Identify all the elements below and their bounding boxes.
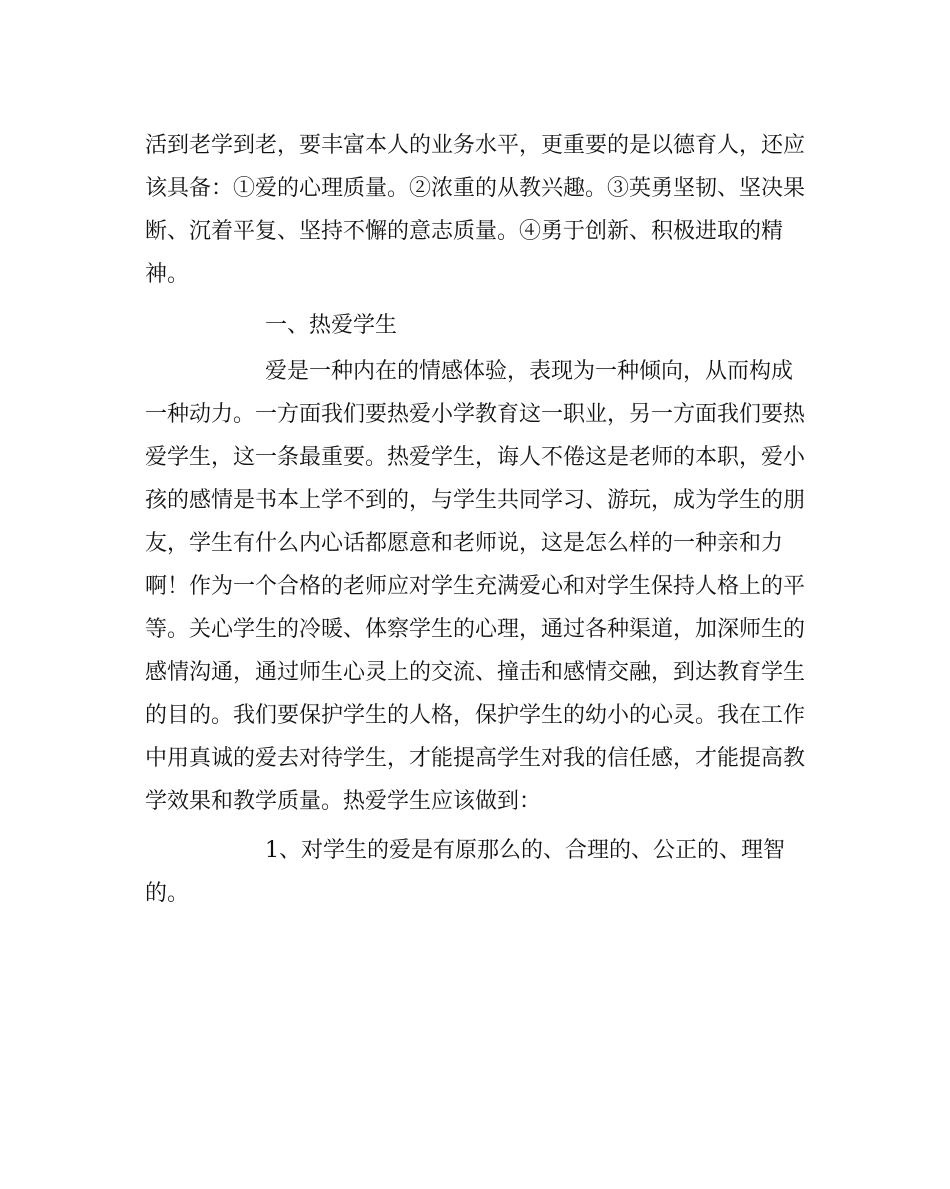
text-line: 活到老学到老，要丰富本人的业务水平，更重要的是以德育人，还应 xyxy=(145,133,806,158)
text-line: 孩的感情是书本上学不到的，与学生共同学习、游玩，成为学生的朋 xyxy=(145,488,806,513)
text-line: 1、对学生的爱是有原那么的、合理的、公正的、理智 xyxy=(265,838,785,863)
text-line: 友，学生有什么内心话都愿意和老师说，这是怎么样的一种亲和力 xyxy=(145,531,784,556)
text-line: 的目的。我们要保护学生的人格，保护学生的幼小的心灵。我在工作 xyxy=(145,703,806,728)
heading-text: 一、热爱学生 xyxy=(265,313,398,338)
text-line: 一种动力。一方面我们要热爱小学教育这一职业，另一方面我们要热 xyxy=(145,402,806,427)
text-line: 学效果和教学质量。热爱学生应该做到： xyxy=(145,789,542,814)
text-line: 的。 xyxy=(145,881,190,906)
text-line: 断、沉着平复、坚持不懈的意志质量。④勇于创新、积极进取的精 xyxy=(145,219,784,244)
intro-paragraph xyxy=(145,124,805,296)
body-paragraph xyxy=(145,350,805,823)
point-1-paragraph xyxy=(145,829,805,915)
text-line: 该具备：①爱的心理质量。②浓重的从教兴趣。③英勇坚韧、坚决果 xyxy=(145,176,806,201)
text-line: 中用真诚的爱去对待学生，才能提高学生对我的信任感，才能提高教 xyxy=(145,746,806,771)
text-line: 感情沟通，通过师生心灵上的交流、撞击和感情交融，到达教育学生 xyxy=(145,660,806,685)
text-line: 爱学生，这一条最重要。热爱学生，诲人不倦这是老师的本职，爱小 xyxy=(145,445,806,470)
text-line: 啊！作为一个合格的老师应对学生充满爱心和对学生保持人格上的平 xyxy=(145,574,806,599)
section-heading xyxy=(145,304,805,347)
document-body xyxy=(145,124,805,915)
text-line: 等。关心学生的冷暖、体察学生的心理，通过各种渠道，加深师生的 xyxy=(145,617,806,642)
text-line: 爱是一种内在的情感体验，表现为一种倾向，从而构成 xyxy=(265,359,794,384)
text-line: 神。 xyxy=(145,262,190,287)
